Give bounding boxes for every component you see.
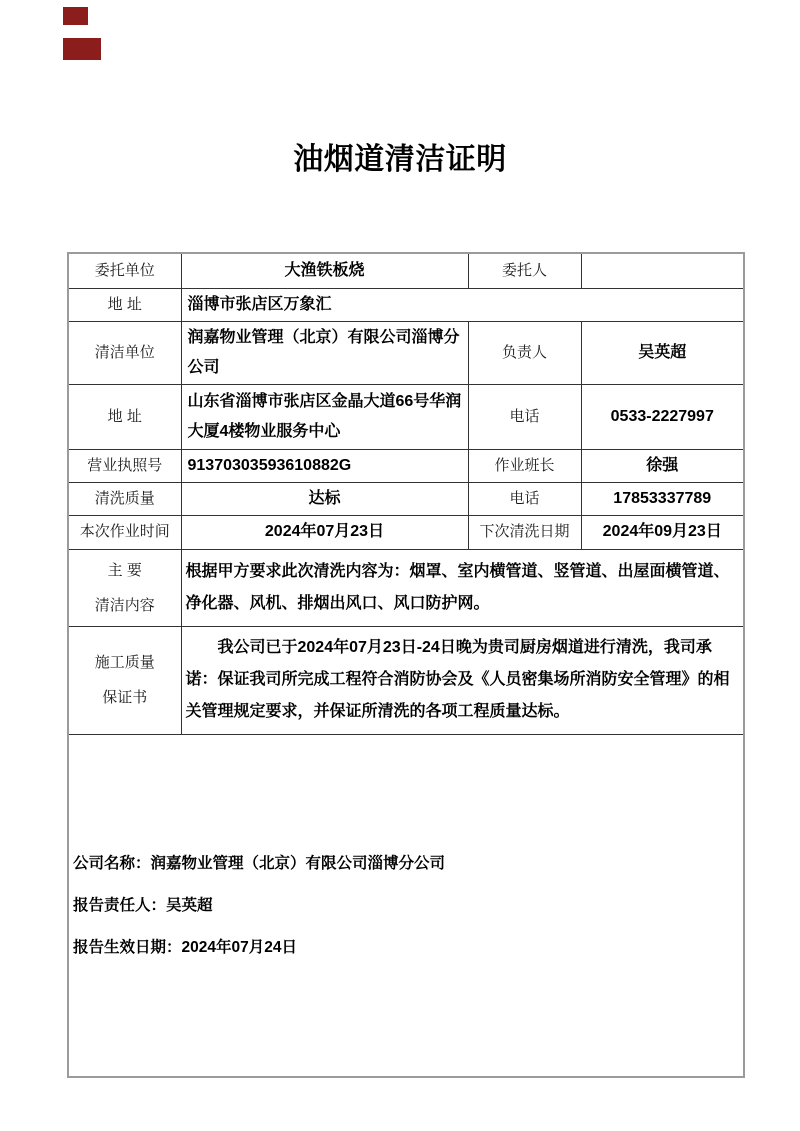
table-row (68, 288, 744, 321)
client-unit-label: 委托单位 (68, 253, 181, 288)
quality-guarantee-label-line2: 保证书 (102, 689, 148, 706)
table-row (68, 515, 744, 549)
report-responsible-line: 报告责任人：吴英超 (73, 896, 213, 914)
cleaning-unit-label: 清洁单位 (68, 321, 181, 384)
quality-guarantee-value (181, 626, 744, 734)
next-cleaning-date-label: 下次清洗日期 (468, 515, 581, 549)
client-person-label: 委托人 (468, 253, 581, 288)
main-content-text: 根据甲方要求此次清洗内容为：烟罩、室内横管道、竖管道、出屋面横管道、净化器、风机、排烟出风口、风口防护网。 (185, 562, 730, 612)
table-row (68, 384, 744, 449)
company-name-line: 公司名称：润嘉物业管理（北京）有限公司淄博分公司 (73, 854, 446, 872)
report-effective-date-line: 报告生效日期：2024年07月24日 (73, 938, 297, 956)
business-license-value: 91370303593610882G (181, 449, 468, 482)
phone-value: 0533-2227997 (581, 384, 744, 449)
crew-leader-label: 作业班长 (468, 449, 581, 482)
client-address-label: 地 址 (68, 288, 181, 321)
table-row (68, 321, 744, 384)
business-license-label: 营业执照号 (68, 449, 181, 482)
responsible-person-label: 负责人 (468, 321, 581, 384)
leader-phone-value: 17853337789 (581, 482, 744, 515)
current-work-date-value: 2024年07月23日 (181, 515, 468, 549)
main-content-label (68, 549, 181, 626)
quality-guarantee-text: 我公司已于2024年07月23日-24日晚为贵司厨房烟道进行清洗，我司承诺：保证我司所完成工程符合消防协会及《人员密集场所消防安全管理》的相关管理规定要求，并保证所清洗的各项工程质量达标。 (185, 639, 730, 720)
quality-guarantee-label (68, 626, 181, 734)
client-unit-value: 大渔铁板烧 (181, 253, 468, 288)
leader-phone-label: 电话 (468, 482, 581, 515)
redaction-mark-top (63, 7, 88, 25)
quality-guarantee-label-line1: 施工质量 (94, 654, 155, 671)
responsible-person-value: 吴英超 (581, 321, 744, 384)
next-cleaning-date-value: 2024年09月23日 (581, 515, 744, 549)
cleaning-quality-value: 达标 (181, 482, 468, 515)
table-row (68, 482, 744, 515)
cleaner-address-label: 地 址 (68, 384, 181, 449)
cleaning-quality-label: 清洗质量 (68, 482, 181, 515)
crew-leader-value: 徐强 (581, 449, 744, 482)
table-row (68, 549, 744, 626)
main-content-label-line2: 清洁内容 (94, 596, 155, 614)
main-content-value (181, 549, 744, 626)
client-person-value (581, 253, 744, 288)
table-row (68, 626, 744, 734)
table-row (68, 734, 744, 1077)
table-row (68, 449, 744, 482)
cleaner-address-value: 山东省淄博市张店区金晶大道66号华润大厦4楼物业服务中心 (181, 384, 468, 449)
certificate-table (67, 252, 745, 1078)
signature-cell (68, 734, 744, 1077)
redaction-mark-bottom (63, 38, 101, 60)
cleaning-unit-value: 润嘉物业管理（北京）有限公司淄博分公司 (181, 321, 468, 384)
main-content-label-line1: 主 要 (107, 561, 142, 579)
phone-label: 电话 (468, 384, 581, 449)
document-title: 油烟道清洁证明 (293, 143, 507, 176)
table-row (68, 253, 744, 288)
client-address-value: 淄博市张店区万象汇 (181, 288, 744, 321)
current-work-date-label: 本次作业时间 (68, 515, 181, 549)
